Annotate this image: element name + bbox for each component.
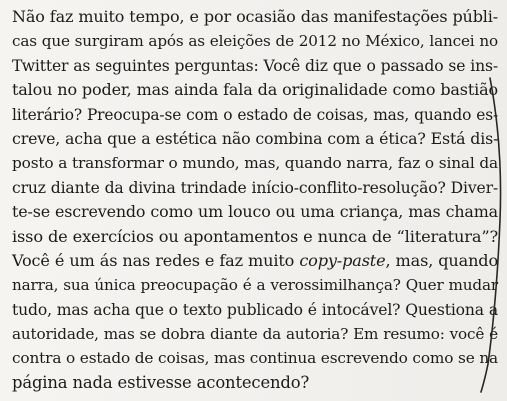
text-run: tudo, mas acha que o texto publicado é intocável? Questiona a [12,300,498,319]
body-paragraph [12,5,498,395]
text-run: Não faz muito tempo, e por ocasião das manifestações públi- [12,7,498,26]
text-line [12,346,498,370]
text-line [12,371,498,395]
text-run: isso de exercícios ou apontamentos e nunca de “literatura”? [12,226,498,246]
text-line [12,5,498,29]
text-line [12,273,498,297]
text-run: contra o estado de coisas, mas continua escrevendo como se na [12,349,498,368]
text-run: autoridade, mas se dobra diante da autoria? Em resumo: você é [12,325,498,344]
text-run: Twitter as seguintes perguntas: Você diz que o passado se ins- [12,56,498,75]
text-run: narra, sua única preocupação é a verossimilhança? Quer mudar [12,276,498,295]
text-line [12,127,498,151]
text-run: , mas, quando [385,250,498,270]
text-line [12,225,498,249]
text-run: creve, acha que a estética não combina com a ética? Está dis- [12,128,499,148]
text-line [12,151,498,175]
text-run: página nada estivesse acontecendo? [12,372,310,392]
text-line [12,322,498,346]
text-line [12,78,498,102]
text-line [12,29,498,53]
italic-term: copy-paste [299,250,386,270]
pencil-margin-mark [468,0,507,401]
text-line [12,249,498,273]
text-run: literário? Preocupa-se com o estado de coisas, mas, quando es- [12,105,498,124]
text-run: te-se escrevendo como um louco ou uma criança, mas chama [12,202,498,222]
text-line [12,176,498,200]
text-line [12,200,498,224]
text-run: posto a transformar o mundo, mas, quando narra, faz o sinal da [12,154,498,173]
text-run: talou no poder, mas ainda fala da originalidade como bastião [12,80,498,100]
text-run: cas que surgiram após as eleições de 2012 no México, lancei no [12,32,498,51]
text-line [12,54,498,78]
text-run: Você é um ás nas redes e faz muito [12,250,300,270]
text-line [12,103,498,127]
text-run: cruz diante da divina trindade início-conflito-resolução? Diver- [12,178,498,197]
text-line [12,298,498,322]
